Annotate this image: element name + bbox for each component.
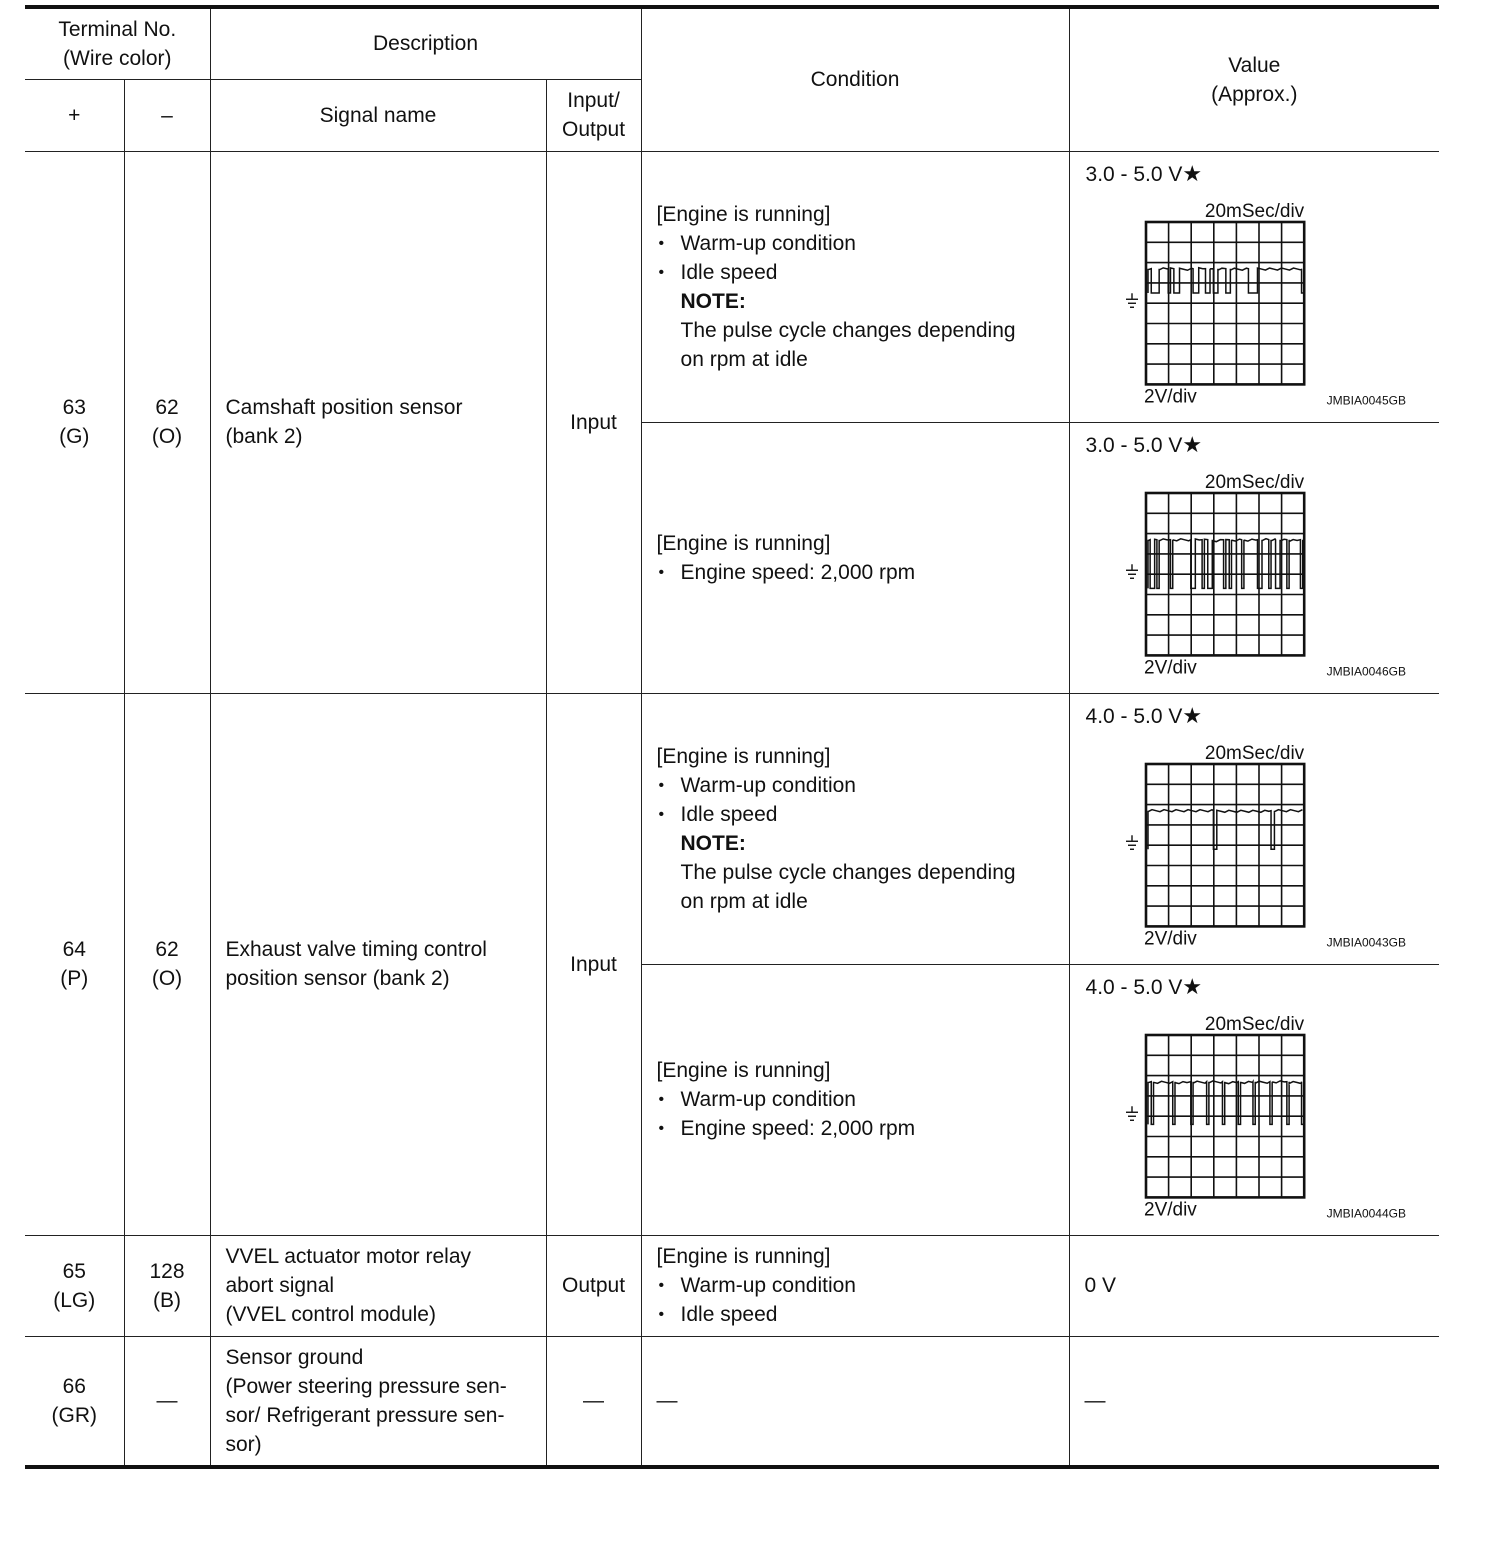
- list-item: • Warm-up condition: [657, 229, 1069, 258]
- io-cell: Input: [546, 151, 641, 693]
- scope-grid: [1146, 764, 1304, 926]
- voltage-division-label: 2V/div: [1143, 385, 1197, 406]
- plus-terminal-header: +: [25, 79, 124, 151]
- signal-name-header: Signal name: [210, 79, 546, 151]
- time-division-label: 20mSec/div: [1204, 1013, 1304, 1035]
- plus-terminal-cell: 66 (GR): [25, 1336, 124, 1467]
- input-output-header: Input/ Output: [546, 79, 641, 151]
- condition-cell: [Engine is running] • Engine speed: 2,000 rpm: [641, 422, 1069, 693]
- signal-name-cell: Camshaft position sensor (bank 2): [210, 151, 546, 693]
- plus-terminal-cell: 65 (LG): [25, 1235, 124, 1336]
- time-division-label: 20mSec/div: [1204, 200, 1304, 222]
- signal-name-cell: Exhaust valve timing control position sensor (bank 2): [210, 693, 546, 1235]
- voltage-division-label: 2V/div: [1143, 927, 1197, 948]
- figure-code: JMBIA0045GB: [1326, 392, 1406, 406]
- oscilloscope-waveform: [1086, 191, 1440, 414]
- waveform-graph: [1086, 733, 1416, 948]
- io-cell: Output: [546, 1235, 641, 1336]
- list-item: • Engine speed: 2,000 rpm: [657, 1114, 1069, 1143]
- list-item: • Warm-up condition: [657, 771, 1069, 800]
- description-header: Description: [210, 7, 641, 79]
- condition-header: Condition: [641, 7, 1069, 151]
- value-cell: 0 V: [1069, 1235, 1439, 1336]
- list-item: • Warm-up condition: [657, 1271, 1069, 1300]
- table-row: [25, 1235, 1439, 1336]
- waveform-trace: [1148, 809, 1302, 849]
- ground-icon: [1126, 835, 1138, 849]
- list-item: • Warm-up condition: [657, 1085, 1069, 1114]
- list-item: • Idle speed: [657, 800, 1069, 829]
- table-row: [25, 151, 1439, 422]
- star-icon: ★: [1182, 431, 1203, 457]
- minus-terminal-cell: —: [124, 1336, 210, 1467]
- note-label: NOTE:: [680, 831, 746, 855]
- value-cell: 4.0 - 5.0 V★ 20mSec/div 2V/div JMBIA0043GB: [1069, 693, 1439, 964]
- minus-terminal-cell: 62 (O): [124, 693, 210, 1235]
- io-cell: Input: [546, 693, 641, 1235]
- voltage-division-label: 2V/div: [1143, 1198, 1197, 1219]
- value-cell: 3.0 - 5.0 V★ 20mSec/div 2V/div JMBIA0045GB: [1069, 151, 1439, 422]
- scope-grid: [1146, 222, 1304, 384]
- value-cell: —: [1069, 1336, 1439, 1467]
- time-division-label: 20mSec/div: [1204, 742, 1304, 764]
- minus-terminal-header: –: [124, 79, 210, 151]
- waveform-trace: [1148, 538, 1303, 588]
- value-header: Value (Approx.): [1069, 7, 1439, 151]
- plus-terminal-cell: 63 (G): [25, 151, 124, 693]
- waveform-trace: [1148, 1080, 1304, 1123]
- waveform-graph: [1086, 1004, 1416, 1219]
- note-label: NOTE:: [680, 289, 746, 313]
- figure-code: JMBIA0046GB: [1326, 663, 1406, 677]
- terminal-no-header: Terminal No. (Wire color): [25, 7, 210, 79]
- time-division-label: 20mSec/div: [1204, 471, 1304, 493]
- condition-cell: [Engine is running] • Warm-up condition • Idle speed NOTE: The pulse cycle changes depending on rpm at idle: [641, 151, 1069, 422]
- table-row: [25, 1336, 1439, 1467]
- ground-icon: [1126, 293, 1138, 307]
- terminal-table: [25, 5, 1439, 1469]
- oscilloscope-waveform: [1086, 462, 1440, 685]
- minus-terminal-cell: 128 (B): [124, 1235, 210, 1336]
- voltage-division-label: 2V/div: [1143, 656, 1197, 677]
- oscilloscope-waveform: [1086, 733, 1440, 956]
- star-icon: ★: [1182, 702, 1203, 728]
- io-cell: —: [546, 1336, 641, 1467]
- waveform-trace: [1148, 267, 1304, 292]
- value-cell: 4.0 - 5.0 V★ 20mSec/div 2V/div JMBIA0044GB: [1069, 964, 1439, 1235]
- oscilloscope-waveform: [1086, 1004, 1440, 1227]
- figure-code: JMBIA0043GB: [1326, 934, 1406, 948]
- plus-terminal-cell: 64 (P): [25, 693, 124, 1235]
- signal-name-cell: Sensor ground (Power steering pressure sen- sor/ Refrigerant pressure sen- sor): [210, 1336, 546, 1467]
- figure-code: JMBIA0044GB: [1326, 1205, 1406, 1219]
- condition-cell: [Engine is running] • Warm-up condition • Idle speed NOTE: The pulse cycle changes depending on rpm at idle: [641, 693, 1069, 964]
- condition-cell: [Engine is running] • Warm-up condition • Engine speed: 2,000 rpm: [641, 964, 1069, 1235]
- list-item: • Engine speed: 2,000 rpm: [657, 558, 1069, 587]
- star-icon: ★: [1182, 160, 1203, 186]
- value-cell: 3.0 - 5.0 V★ 20mSec/div 2V/div JMBIA0046GB: [1069, 422, 1439, 693]
- condition-cell: —: [641, 1336, 1069, 1467]
- ground-icon: [1126, 1106, 1138, 1120]
- signal-name-cell: VVEL actuator motor relay abort signal (VVEL control module): [210, 1235, 546, 1336]
- waveform-graph: [1086, 191, 1416, 406]
- star-icon: ★: [1182, 973, 1203, 999]
- waveform-graph: [1086, 462, 1416, 677]
- table-row: [25, 693, 1439, 964]
- minus-terminal-cell: 62 (O): [124, 151, 210, 693]
- condition-cell: [Engine is running] • Warm-up condition • Idle speed: [641, 1235, 1069, 1336]
- list-item: • Idle speed: [657, 258, 1069, 287]
- list-item: • Idle speed: [657, 1300, 1069, 1329]
- ground-icon: [1126, 564, 1138, 578]
